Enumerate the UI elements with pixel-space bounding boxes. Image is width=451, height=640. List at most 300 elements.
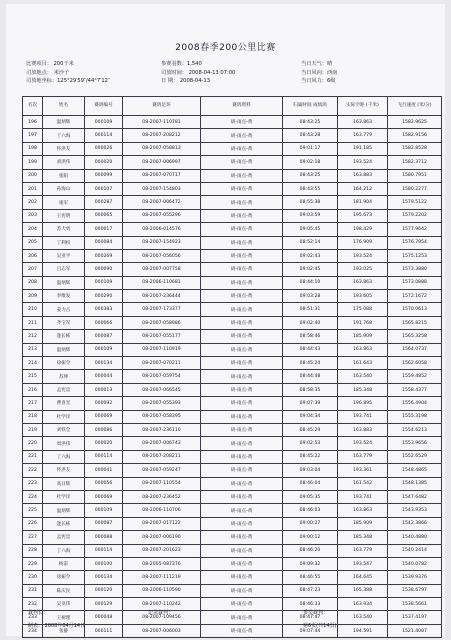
table-cell: 胡-雨点-黄: [201, 196, 283, 209]
table-cell: 204: [23, 223, 43, 236]
table-cell: 1582.9625: [388, 116, 442, 129]
committee-judge-label: 委员裁判：: [303, 610, 329, 616]
table-cell: 1548.4865: [388, 464, 442, 477]
table-cell: 1540.4880: [388, 531, 442, 544]
table-cell: 196.895: [338, 397, 388, 410]
table-cell: 1538.6797: [388, 584, 442, 597]
table-cell: 吕志军: [43, 263, 85, 276]
table-cell: 165.388: [338, 584, 388, 597]
table-cell: 229: [23, 557, 43, 570]
race-info-field: 当日风向：西南: [301, 69, 338, 76]
table-row: [23, 490, 442, 503]
table-cell: 219: [23, 423, 43, 436]
table-cell: 000088: [85, 531, 123, 544]
table-cell: 08:46:03: [283, 504, 338, 517]
table-cell: 苏坤: [43, 370, 85, 383]
table-cell: 胡-雨点-黄: [201, 357, 283, 370]
table-cell: 08-2007-110554: [123, 477, 201, 490]
table-row: [23, 464, 442, 477]
table-row: [23, 531, 442, 544]
table-cell: 1565.3258: [388, 330, 442, 343]
table-cell: 09:02:43: [283, 249, 338, 262]
table-cell: 230: [23, 571, 43, 584]
table-cell: 温炳辉: [43, 276, 85, 289]
table-cell: 徐振令: [43, 571, 85, 584]
table-cell: 08-2007-208211: [123, 450, 201, 463]
table-row: [23, 571, 442, 584]
table-cell: 08:45:22: [283, 450, 338, 463]
table-cell: 1553.9656: [388, 437, 442, 450]
table-cell: 姜力占: [43, 303, 85, 316]
table-cell: 08-2007-055177: [123, 330, 201, 343]
table-cell: 09:02:53: [283, 437, 338, 450]
table-cell: 胡-雨点-黄: [201, 423, 283, 436]
table-cell: 09:09:32: [283, 557, 338, 570]
table-cell: 1554.6213: [388, 423, 442, 436]
table-cell: 199: [23, 156, 43, 169]
table-cell: 1540.2414: [388, 544, 442, 557]
race-info-field: 当日风力：6级: [301, 78, 336, 85]
table-cell: 000069: [85, 410, 123, 423]
table-header: [23, 97, 442, 116]
table-cell: 210: [23, 303, 43, 316]
table-cell: 231: [23, 584, 43, 597]
table-cell: 000044: [85, 370, 123, 383]
table-cell: 胡-雨点-黄: [201, 116, 283, 129]
table-cell: 1582.8528: [388, 142, 442, 155]
table-row: [23, 343, 442, 356]
table-cell: 193.025: [338, 263, 388, 276]
table-cell: 08-2007-066545: [123, 383, 201, 396]
table-cell: 208: [23, 276, 43, 289]
table-cell: 胡-雨点-黄: [201, 383, 283, 396]
table-cell: 225: [23, 504, 43, 517]
table-cell: 胡-雨点-黄: [201, 437, 283, 450]
table-cell: 逄长栋: [43, 330, 85, 343]
table-cell: 怀洪友: [43, 142, 85, 155]
table-cell: 1579.5122: [388, 196, 442, 209]
table-cell: 000109: [85, 343, 123, 356]
table-cell: 226: [23, 517, 43, 530]
table-cell: 185.348: [338, 383, 388, 396]
table-cell: 1580.7951: [388, 169, 442, 182]
table-cell: 胡-雨点-黄: [201, 531, 283, 544]
table-cell: 1564.0737: [388, 343, 442, 356]
table-cell: 214: [23, 357, 43, 370]
table-cell: 08-2007-058813: [123, 142, 201, 155]
results-sheet: [6, 4, 445, 636]
table-cell: 曹喜光: [43, 397, 85, 410]
table-cell: 苏大勇: [43, 223, 85, 236]
table-cell: 08-2007-070717: [123, 169, 201, 182]
table-cell: 胡-雨点-黄: [201, 397, 283, 410]
table-cell: 163.863: [338, 276, 388, 289]
table-cell: 161.643: [338, 357, 388, 370]
table-cell: 215: [23, 370, 43, 383]
table-row: [23, 276, 442, 289]
table-cell: 康军: [43, 196, 85, 209]
table-cell: 胡-雨点-黄: [201, 263, 283, 276]
table-cell: 胡-雨点-黄: [201, 343, 283, 356]
table-cell: 197: [23, 129, 43, 142]
table-cell: 胡-雨点-黄: [201, 316, 283, 329]
table-cell: 09:03:28: [283, 290, 338, 303]
table-cell: 胡-雨点-黄: [201, 236, 283, 249]
table-cell: 000109: [85, 276, 123, 289]
table-cell: 193.524: [338, 249, 388, 262]
table-cell: 217: [23, 397, 43, 410]
table-cell: 08-2005-087376: [123, 557, 201, 570]
column-header: 飞行速度 (米/分): [388, 97, 442, 116]
table-cell: 000087: [85, 517, 123, 530]
table-cell: 000017: [85, 223, 123, 236]
table-cell: 09:02:40: [283, 316, 338, 329]
table-row: [23, 303, 442, 316]
table-cell: 000114: [85, 544, 123, 557]
table-cell: 08-2007-056056: [123, 249, 201, 262]
race-info: [26, 60, 441, 86]
table-cell: 1577.9642: [388, 223, 442, 236]
table-cell: 212: [23, 330, 43, 343]
table-cell: 09:07:39: [283, 397, 338, 410]
table-cell: 08:58:46: [283, 330, 338, 343]
table-cell: 09:00:12: [283, 531, 338, 544]
table-cell: 胡-雨点-黄: [201, 290, 283, 303]
race-info-field: 司放时间： 2008-04-13 07:00: [161, 69, 236, 76]
race-info-field: 参赛羽数：1,540: [161, 61, 202, 67]
table-cell: 08:51:31: [283, 303, 338, 316]
table-row: [23, 129, 442, 142]
table-cell: 222: [23, 464, 43, 477]
table-cell: 1559.4852: [388, 370, 442, 383]
table-cell: 08-2006-110590: [123, 584, 201, 597]
race-info-row: [26, 60, 441, 69]
table-cell: 000269: [85, 249, 123, 262]
table-cell: 张静: [43, 624, 85, 637]
table-cell: 000087: [85, 330, 123, 343]
table-cell: 08:43:25: [283, 116, 338, 129]
table-cell: 胡-雨点-黄: [201, 276, 283, 289]
table-cell: 09:03:59: [283, 209, 338, 222]
table-cell: 齐宝军: [43, 316, 85, 329]
column-header: 赛鸽足环: [123, 97, 201, 116]
table-cell: 王宪明: [43, 209, 85, 222]
table-cell: 丁六海: [43, 450, 85, 463]
table-row: [23, 116, 442, 129]
table-cell: 196: [23, 116, 43, 129]
table-cell: 163.779: [338, 544, 388, 557]
table-cell: 徐振令: [43, 357, 85, 370]
table-cell: 08:44:48: [283, 370, 338, 383]
table-cell: 08:58:35: [283, 383, 338, 396]
table-cell: 209: [23, 290, 43, 303]
table-cell: 1543.9353: [388, 504, 442, 517]
table-cell: 胡-雨点-黄: [201, 517, 283, 530]
table-cell: 000090: [85, 263, 123, 276]
table-cell: 胡-雨点-黄: [201, 464, 283, 477]
table-cell: 温炳辉: [43, 343, 85, 356]
table-cell: 08-2007-110781: [123, 116, 201, 129]
table-cell: 205: [23, 236, 43, 249]
table-cell: 09:02:45: [283, 263, 338, 276]
table-cell: 08:47:23: [283, 584, 338, 597]
table-cell: 胡-雨点-黄: [201, 624, 283, 637]
table-cell: 1582.9156: [388, 129, 442, 142]
table-cell: 08:46:20: [283, 544, 338, 557]
table-cell: 1579.2202: [388, 209, 442, 222]
table-cell: 1573.3880: [388, 263, 442, 276]
table-cell: 213: [23, 343, 43, 356]
table-cell: 164.645: [338, 571, 388, 584]
table-cell: 李维发: [43, 290, 85, 303]
race-info-field: 日 期： 2008-04-13: [161, 78, 211, 85]
table-cell: 000109: [85, 504, 123, 517]
table-cell: 08:45:24: [283, 357, 338, 370]
table-cell: 1552.6529: [388, 450, 442, 463]
table-cell: 08:55:38: [283, 196, 338, 209]
table-cell: 164.212: [338, 182, 388, 195]
table-cell: 08-2007-110242: [123, 598, 201, 611]
table-cell: 193.524: [338, 437, 388, 450]
table-cell: 194.591: [338, 624, 388, 637]
table-cell: 张阳: [43, 169, 85, 182]
table-row: [23, 236, 442, 249]
table-cell: 08:44:10: [283, 276, 338, 289]
table-cell: 08:43:28: [283, 129, 338, 142]
table-cell: 221: [23, 450, 43, 463]
race-info-row: [26, 69, 441, 78]
table-row: [23, 504, 442, 517]
table-cell: 000065: [85, 209, 123, 222]
table-cell: 202: [23, 196, 43, 209]
table-cell: 杜学洋: [43, 490, 85, 503]
table-row: [23, 316, 442, 329]
table-cell: 1565.8215: [388, 316, 442, 329]
table-cell: 1573.0888: [388, 276, 442, 289]
table-cell: 000290: [85, 290, 123, 303]
table-cell: 000134: [85, 571, 123, 584]
record-judge-label: 记录裁判：: [148, 610, 174, 616]
table-cell: 203: [23, 209, 43, 222]
table-cell: 胡-雨点-黄: [201, 182, 283, 195]
table-cell: 周洪伟: [43, 437, 85, 450]
table-row: [23, 544, 442, 557]
table-cell: 200: [23, 169, 43, 182]
table-cell: 08-2007-058986: [123, 316, 201, 329]
table-cell: 163.540: [338, 370, 388, 383]
table-cell: 233: [23, 611, 43, 624]
table-cell: 08-2007-058395: [123, 410, 201, 423]
table-cell: 08:43:25: [283, 169, 338, 182]
table-cell: 000086: [85, 423, 123, 436]
table-cell: 09:04:34: [283, 410, 338, 423]
table-cell: 08-2007-111219: [123, 571, 201, 584]
table-cell: 1558.4377: [388, 383, 442, 396]
table-cell: 08:46:33: [283, 598, 338, 611]
race-info-row: [26, 77, 441, 86]
table-row: [23, 584, 442, 597]
table-cell: 08:46:04: [283, 477, 338, 490]
table-cell: 198.429: [338, 223, 388, 236]
table-cell: 000114: [85, 129, 123, 142]
table-row: [23, 196, 442, 209]
table-cell: 000120: [85, 584, 123, 597]
table-cell: 胡-雨点-黄: [201, 584, 283, 597]
table-row: [23, 156, 442, 169]
table-row: [23, 410, 442, 423]
table-cell: 08-2007-110919: [123, 343, 201, 356]
table-cell: 216: [23, 383, 43, 396]
table-cell: 08-2007-006472: [123, 196, 201, 209]
table-cell: 163.883: [338, 423, 388, 436]
table-cell: 08:45:29: [283, 423, 338, 436]
table-cell: 08-2007-059247: [123, 464, 201, 477]
table-cell: 08-2007-109456: [123, 611, 201, 624]
table-cell: 195.673: [338, 209, 388, 222]
table-row: [23, 249, 442, 262]
table-row: [23, 517, 442, 530]
table-cell: 000107: [85, 182, 123, 195]
table-cell: 1539.9376: [388, 571, 442, 584]
table-cell: 08-2007-006743: [123, 437, 201, 450]
table-cell: 163.779: [338, 129, 388, 142]
table-cell: 193.741: [338, 490, 388, 503]
table-cell: 1570.0613: [388, 303, 442, 316]
table-cell: 163.934: [338, 598, 388, 611]
results-table: [22, 96, 442, 638]
table-row: [23, 290, 442, 303]
table-cell: 000020: [85, 437, 123, 450]
race-info-field: 当日天气：晴: [301, 61, 333, 67]
table-row: [23, 477, 442, 490]
table-cell: 08:52:14: [283, 236, 338, 249]
table-cell: 224: [23, 490, 43, 503]
table-cell: 胡-雨点-黄: [201, 209, 283, 222]
table-row: [23, 182, 442, 195]
table-cell: 163.863: [338, 116, 388, 129]
table-cell: 胡-雨点-黄: [201, 370, 283, 383]
table-cell: 孟宪忠: [43, 383, 85, 396]
page-number: 第6页(共14页): [303, 623, 337, 629]
table-cell: 000383: [85, 303, 123, 316]
table-cell: 1540.0782: [388, 557, 442, 570]
table-cell: 09:00:27: [283, 517, 338, 530]
prepared-date: 制表： 2008年04月14日: [28, 623, 86, 629]
table-cell: 08-2007-236110: [123, 423, 201, 436]
table-cell: 000084: [85, 236, 123, 249]
table-cell: 08:44:43: [283, 343, 338, 356]
table-cell: 吴亚伟: [43, 598, 85, 611]
table-cell: 胡-雨点-黄: [201, 477, 283, 490]
table-cell: 000100: [85, 557, 123, 570]
table-cell: 孙海山: [43, 182, 85, 195]
table-cell: 刘铁全: [43, 423, 85, 436]
table-cell: 09:01:17: [283, 142, 338, 155]
table-cell: 228: [23, 544, 43, 557]
table-row: [23, 397, 442, 410]
table-cell: 08-2007-236452: [123, 490, 201, 503]
table-cell: 1575.1253: [388, 249, 442, 262]
table-row: [23, 142, 442, 155]
table-cell: 191.768: [338, 316, 388, 329]
table-row: [23, 263, 442, 276]
column-header: 名次: [23, 97, 43, 116]
table-cell: 163.883: [338, 169, 388, 182]
table-cell: 刘洪伟: [43, 156, 85, 169]
table-cell: 1548.1385: [388, 477, 442, 490]
table-cell: 吴亚平: [43, 249, 85, 262]
table-cell: 08-2007-055393: [123, 397, 201, 410]
table-cell: 1538.5661: [388, 598, 442, 611]
column-header: 姓名: [43, 97, 85, 116]
table-cell: 201: [23, 182, 43, 195]
table-cell: 218: [23, 410, 43, 423]
race-info-field: 司放地坐标：125°29′59″/44°7′12″: [26, 78, 110, 85]
table-cell: 163.863: [338, 343, 388, 356]
chief-judge-label: 裁判长：: [28, 610, 49, 616]
table-cell: 陈庆民: [43, 584, 85, 597]
table-cell: 温炳辉: [43, 116, 85, 129]
table-cell: 198: [23, 142, 43, 155]
table-cell: 163.540: [338, 611, 388, 624]
table-cell: 胡-雨点-黄: [201, 410, 283, 423]
table-cell: 王树理: [43, 611, 85, 624]
table-cell: 193.524: [338, 156, 388, 169]
table-cell: 227: [23, 531, 43, 544]
table-cell: 223: [23, 477, 43, 490]
table-row: [23, 223, 442, 236]
table-cell: 09:03:04: [283, 464, 338, 477]
table-cell: 丁六海: [43, 129, 85, 142]
table-cell: 杜学洋: [43, 410, 85, 423]
table-cell: 1555.3198: [388, 410, 442, 423]
table-cell: 08-2007-006997: [123, 156, 201, 169]
table-cell: 1580.2277: [388, 182, 442, 195]
table-cell: 1576.7954: [388, 236, 442, 249]
table-cell: 207: [23, 263, 43, 276]
table-cell: 211: [23, 316, 43, 329]
table-row: [23, 383, 442, 396]
table-cell: 08-2007-154803: [123, 182, 201, 195]
table-cell: 185.909: [338, 517, 388, 530]
table-cell: 08-2007-006003: [123, 624, 201, 637]
table-cell: 08-2007-154923: [123, 236, 201, 249]
table-cell: 1521.4087: [388, 624, 442, 637]
table-cell: 08:46:55: [283, 571, 338, 584]
table-cell: 08-2007-055296: [123, 209, 201, 222]
table-cell: 000129: [85, 598, 123, 611]
table-cell: 杨雷: [43, 557, 85, 570]
table-cell: 193.361: [338, 464, 388, 477]
table-cell: 08-2007-006190: [123, 531, 201, 544]
table-cell: 胡-雨点-黄: [201, 169, 283, 182]
table-cell: 胡-雨点-黄: [201, 557, 283, 570]
table-cell: 000041: [85, 464, 123, 477]
table-cell: 胡-雨点-黄: [201, 249, 283, 262]
table-cell: 08-2006-014576: [123, 223, 201, 236]
table-cell: 08-2007-173377: [123, 303, 201, 316]
table-cell: 高日辉: [43, 477, 85, 490]
table-cell: 220: [23, 437, 43, 450]
table-cell: 09:05:45: [283, 223, 338, 236]
table-cell: 1572.1672: [388, 290, 442, 303]
table-cell: 08-2007-208212: [123, 129, 201, 142]
table-cell: 08:47:47: [283, 611, 338, 624]
table-cell: 09:05:35: [283, 490, 338, 503]
table-cell: 08-2007-201623: [123, 544, 201, 557]
table-cell: 161.542: [338, 477, 388, 490]
table-cell: 1562.6058: [388, 357, 442, 370]
